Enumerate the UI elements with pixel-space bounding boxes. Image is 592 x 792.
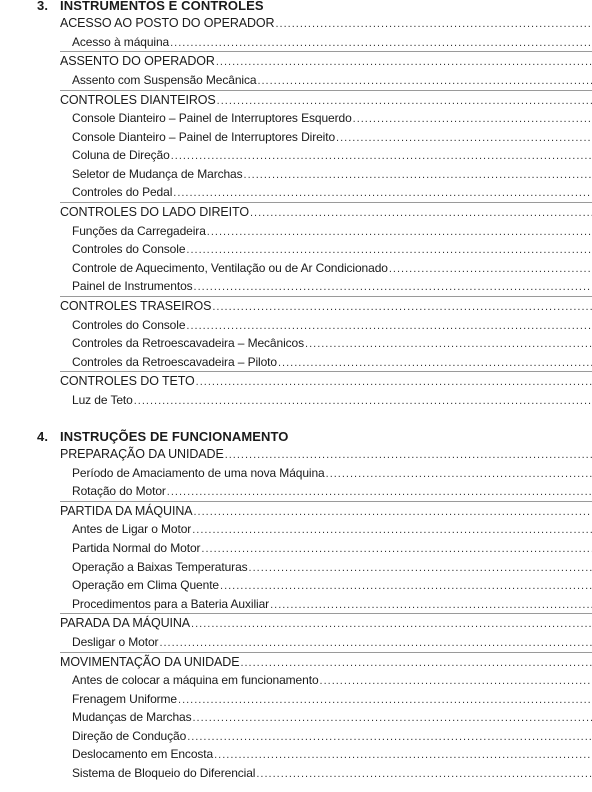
toc-item-title: Operação em Clima Quente <box>72 578 220 593</box>
toc-item-title: Controles da Retroescavadeira – Piloto <box>72 354 277 369</box>
dot-leader <box>389 260 592 278</box>
toc-item-title: Direção de Condução <box>72 728 187 743</box>
dot-leader <box>250 204 592 222</box>
toc-section-entry[interactable] <box>60 91 592 109</box>
toc-section-entry[interactable] <box>60 653 592 671</box>
toc-item-entry[interactable] <box>72 671 592 689</box>
dot-leader <box>220 577 592 595</box>
dot-leader <box>186 241 592 259</box>
toc-item-entry[interactable] <box>72 71 592 89</box>
dot-leader <box>191 615 592 633</box>
dot-leader <box>170 34 592 52</box>
toc-item-entry[interactable] <box>72 727 592 745</box>
toc-item-entry[interactable] <box>72 633 592 651</box>
toc-section-title: PARADA DA MÁQUINA <box>60 616 191 631</box>
dot-leader <box>196 373 592 391</box>
toc-section-entry[interactable] <box>60 372 592 390</box>
dot-leader <box>173 184 592 202</box>
toc-item-title: Painel de Instrumentos <box>72 279 193 294</box>
toc-item-title: Procedimentos para a Bateria Auxiliar <box>72 596 270 611</box>
toc-item-entry[interactable] <box>72 33 592 51</box>
toc-item-entry[interactable] <box>72 391 592 409</box>
dot-leader <box>187 728 592 746</box>
toc-section-title: CONTROLES DIANTEIROS <box>60 92 216 107</box>
dot-leader <box>194 278 592 296</box>
toc-item-title: Controle de Aquecimento, Ventilação ou de Ar Condicionado <box>72 260 388 275</box>
toc-item-entry[interactable] <box>72 240 592 258</box>
toc-item-entry[interactable] <box>72 277 592 295</box>
toc-item-title: Console Dianteiro – Painel de Interruptores Direito <box>72 129 336 144</box>
toc-item-entry[interactable] <box>72 520 592 538</box>
toc-section-title: CONTROLES DO TETO <box>60 374 195 389</box>
toc-item-title: Controles da Retroescavadeira – Mecânicos <box>72 336 305 351</box>
dot-leader <box>216 53 592 71</box>
chapter-heading <box>37 429 289 444</box>
dot-leader <box>353 110 592 128</box>
dot-leader <box>225 446 592 464</box>
toc-item-entry[interactable] <box>72 539 592 557</box>
toc-item-title: Controles do Pedal <box>72 185 173 200</box>
chapter-heading <box>37 0 264 13</box>
toc-item-entry[interactable] <box>72 708 592 726</box>
toc-item-entry[interactable] <box>72 595 592 613</box>
toc-section-title: CONTROLES TRASEIROS <box>60 299 212 314</box>
toc-item-title: Acesso à máquina <box>72 34 170 49</box>
toc-item-title: Deslocamento em Encosta <box>72 747 214 762</box>
chapter-title: INSTRUMENTOS E CONTROLES <box>60 0 264 13</box>
toc-item-entry[interactable] <box>72 259 592 277</box>
dot-leader <box>326 465 592 483</box>
dot-leader <box>201 540 592 558</box>
dot-leader <box>270 596 592 614</box>
dot-leader <box>320 672 592 690</box>
toc-section-title: PREPARAÇÃO DA UNIDADE <box>60 447 224 461</box>
toc-item-title: Console Dianteiro – Painel de Interruptores Esquerdo <box>72 111 352 126</box>
dot-leader <box>171 147 592 165</box>
toc-item-entry[interactable] <box>72 316 592 334</box>
toc-item-title: Antes de Ligar o Motor <box>72 522 192 537</box>
toc-section-entry[interactable] <box>60 502 592 520</box>
toc-section-entry[interactable] <box>60 614 592 632</box>
toc-item-title: Antes de colocar a máquina em funcionamento <box>72 673 319 688</box>
dot-leader <box>193 709 592 727</box>
toc-item-entry[interactable] <box>72 464 592 482</box>
dot-leader <box>194 503 592 521</box>
toc-section-entry[interactable] <box>60 52 592 70</box>
chapter-number: 3. <box>37 0 49 13</box>
toc-item-title: Operação a Baixas Temperaturas <box>72 559 248 574</box>
toc-item-entry[interactable] <box>72 146 592 164</box>
dot-leader <box>336 129 592 147</box>
dot-leader <box>217 92 592 110</box>
dot-leader <box>256 765 592 783</box>
toc-item-title: Funções da Carregadeira <box>72 223 206 238</box>
toc-item-title: Controles do Console <box>72 317 186 332</box>
toc-item-entry[interactable] <box>72 576 592 594</box>
toc-item-entry[interactable] <box>72 109 592 127</box>
dot-leader <box>207 223 592 241</box>
dot-leader <box>212 298 592 316</box>
dot-leader <box>192 521 592 539</box>
toc-item-title: Luz de Teto <box>72 393 133 407</box>
toc-section-entry[interactable] <box>60 445 592 463</box>
toc-item-title: Partida Normal do Motor <box>72 540 201 555</box>
toc-item-entry[interactable] <box>72 558 592 576</box>
toc-item-title: Mudanças de Marchas <box>72 710 192 725</box>
dot-leader <box>159 634 592 652</box>
toc-section-entry[interactable] <box>60 297 592 315</box>
toc-section-title: ACESSO AO POSTO DO OPERADOR <box>60 16 275 30</box>
toc-item-entry[interactable] <box>72 222 592 240</box>
toc-item-entry[interactable] <box>72 764 592 782</box>
toc-item-title: Rotação do Motor <box>72 484 166 499</box>
toc-item-title: Sistema de Bloqueio do Diferencial <box>72 765 256 780</box>
dot-leader <box>257 72 592 90</box>
chapter-number: 4. <box>37 429 49 444</box>
toc-section-title: CONTROLES DO LADO DIREITO <box>60 205 249 220</box>
dot-leader <box>178 691 592 709</box>
toc-item-title: Seletor de Mudança de Marchas <box>72 166 243 181</box>
dot-leader <box>134 392 592 410</box>
toc-section-title: MOVIMENTAÇÃO DA UNIDADE <box>60 654 240 669</box>
dot-leader <box>240 654 592 672</box>
toc-item-title: Assento com Suspensão Mecânica <box>72 72 257 87</box>
dot-leader <box>305 335 592 353</box>
dot-leader <box>278 354 592 372</box>
toc-item-title: Desligar o Motor <box>72 634 159 649</box>
toc-section-title: PARTIDA DA MÁQUINA <box>60 503 193 518</box>
toc-item-entry[interactable] <box>72 165 592 183</box>
toc-item-entry[interactable] <box>72 128 592 146</box>
dot-leader <box>167 483 592 501</box>
toc-section-entry[interactable] <box>60 203 592 221</box>
toc-section-title: ASSENTO DO OPERADOR <box>60 54 215 69</box>
toc-item-title: Frenagem Uniforme <box>72 691 178 706</box>
dot-leader <box>186 317 592 335</box>
toc-item-title: Coluna de Direção <box>72 148 170 163</box>
toc-section-entry[interactable] <box>60 14 592 32</box>
toc-item-entry[interactable] <box>72 183 592 201</box>
chapter-title: INSTRUÇÕES DE FUNCIONAMENTO <box>60 429 289 444</box>
dot-leader <box>249 559 592 577</box>
toc-item-title: Controles do Console <box>72 242 186 257</box>
dot-leader <box>275 15 592 33</box>
toc-item-entry[interactable] <box>72 334 592 352</box>
toc-item-entry[interactable] <box>72 745 592 763</box>
toc-item-entry[interactable] <box>72 353 592 371</box>
toc-item-title: Período de Amaciamento de uma nova Máquina <box>72 465 325 480</box>
dot-leader <box>244 166 592 184</box>
toc-item-entry[interactable] <box>72 690 592 708</box>
toc-item-entry[interactable] <box>72 482 592 500</box>
dot-leader <box>214 746 592 764</box>
